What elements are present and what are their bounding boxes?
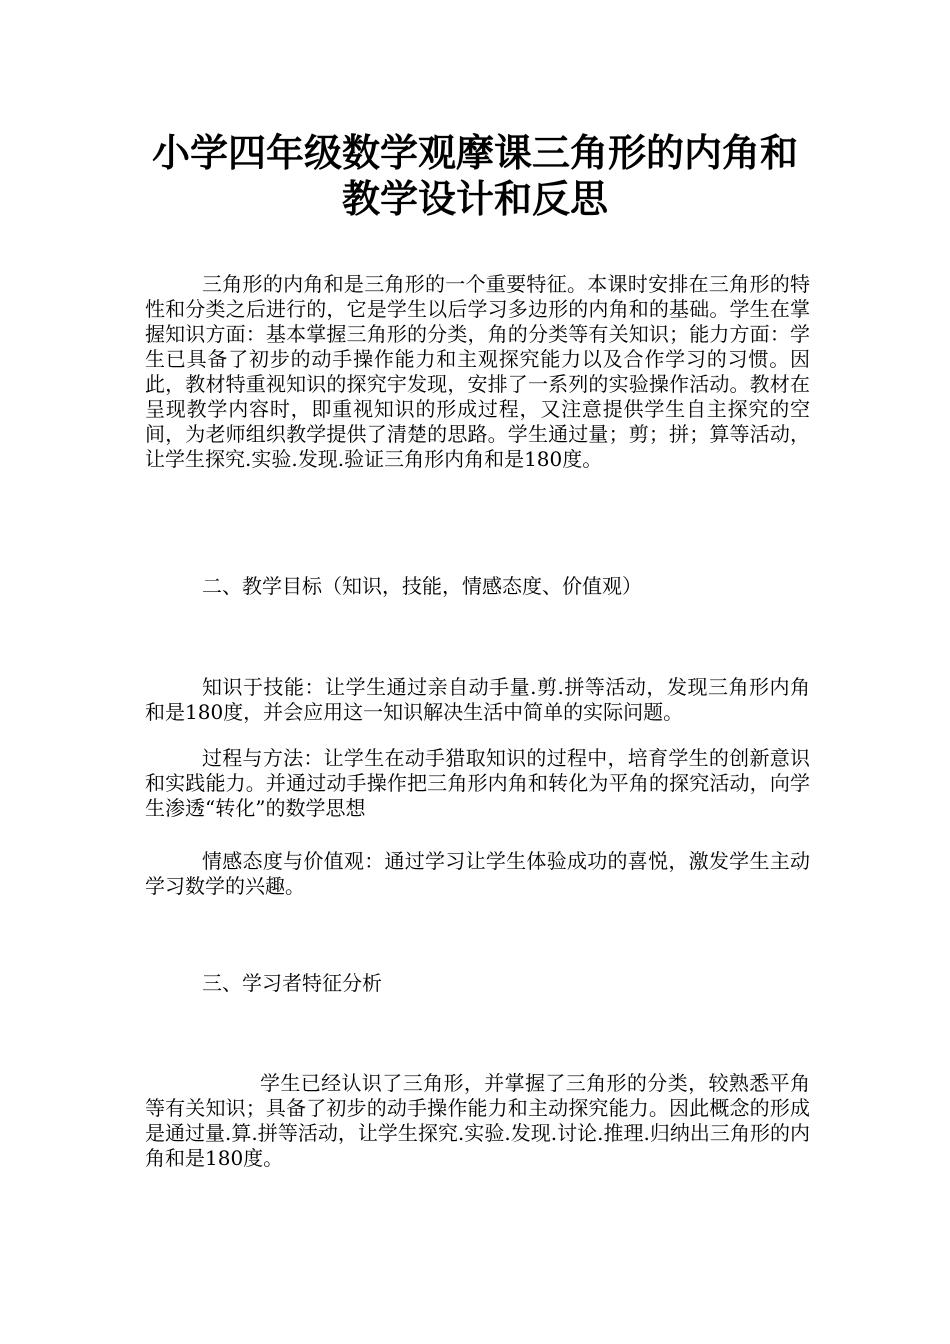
document-title-line1: 小学四年级数学观摩课三角形的内角和 [151, 131, 798, 175]
intro-paragraph: 三角形的内角和是三角形的一个重要特征。本课时安排在三角形的特性和分类之后进行的，它是学生以后学习多边形的内角和的基础。学生在掌握知识方面：基本掌握三角形的分类，角的分类等有关知识；能力方面：学生已具备了初步的动手操作能力和主观探究能力以及合作学习的习惯。因此，教材特重视知识的探究宇发现，安排了一系列的实验操作活动。教材在呈现教学内容时，即重视知识的形成过程，又注意提供学生自主探究的空间，为老师组织教学提供了清楚的思路。学生通过量；剪；拼；算等活动，让学生探究.实验.发现.验证三角形内角和是180度。 [145, 272, 810, 471]
section2-heading: 二、教学目标（知识，技能，情感态度、价值观） [202, 574, 642, 598]
goal-process-paragraph: 过程与方法：让学生在动手猎取知识的过程中，培育学生的创新意识和实践能力。并通过动手操作把三角形内角和转化为平角的探究活动，向学生渗透“转化”的数学思想 [145, 746, 810, 820]
learner-analysis-paragraph: 学生已经认识了三角形，并掌握了三角形的分类，较熟悉平角等有关知识；具备了初步的动手操作能力和主动探究能力。因此概念的形成是通过量.算.拼等活动，让学生探究.实验.发现.讨论.推理.归纳出三角形的内角和是180度。 [145, 1071, 810, 1170]
goal-attitude-paragraph: 情感态度与价值观：通过学习让学生体验成功的喜悦，激发学生主动学习数学的兴趣。 [145, 849, 810, 898]
section3-heading: 三、学习者特征分析 [202, 971, 382, 995]
document-title-line2: 教学设计和反思 [341, 177, 608, 221]
goal-knowledge-paragraph: 知识于技能：让学生通过亲自动手量.剪.拼等活动，发现三角形内角和是180度，并会应用这一知识解决生活中简单的实际问题。 [145, 675, 810, 724]
